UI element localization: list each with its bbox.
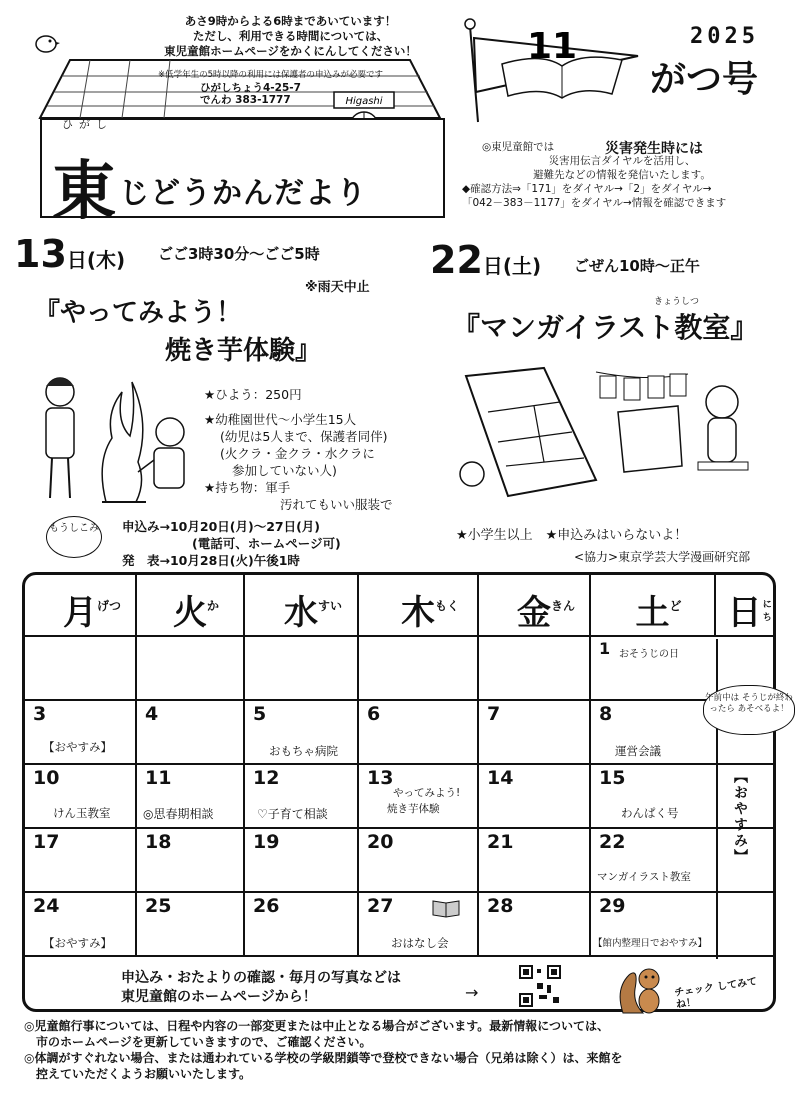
apply-badge: もうしこみ: [46, 516, 102, 558]
day-cell-22: 22 マンガイラスト教室: [597, 831, 691, 883]
day-cell-17: 17: [25, 829, 137, 891]
day-cell-29: 29 【館内整理日でおやすみ】: [593, 895, 708, 949]
sign-text: Higashi: [345, 96, 383, 107]
day-cell-26: 26: [245, 893, 359, 955]
calendar: [22, 572, 793, 1012]
sunday-closed: 【おやすみ】: [732, 769, 748, 865]
title-rest: じどうかんだより: [119, 176, 367, 211]
day-wed: 水 すい: [245, 575, 359, 635]
day-cell-1: 1 おそうじの日: [599, 639, 679, 660]
week-2: [25, 701, 773, 765]
day-cell-8: 8 運営会議: [599, 703, 661, 758]
bird-icon: [32, 30, 60, 54]
check-note: チェック してみてね！: [673, 976, 758, 1011]
issue-number: 11: [526, 26, 578, 67]
day-cell-6: 6: [359, 701, 479, 763]
event13-rain-note: ※雨天中止: [305, 280, 370, 295]
event13-title-line1: 『やってみよう！: [34, 298, 243, 328]
disaster-line2: 災害用伝言ダイヤルを活用し、: [548, 155, 696, 167]
footer-notes: ◎児童館行事については、日程や内容の一部変更または中止となる場合がございます。最新情報については、 市のホームページを更新していきますので、ご確認ください。 ◎体調がすぐれない場合、または通われている学校の学級閉鎖等で登校できない場合（兄弟は除く）は、来館を 控えていただくようお願いいたします。: [24, 1019, 623, 1081]
kids-bonfire-illustration: [26, 352, 202, 510]
book-flag-illustration: [462, 16, 640, 124]
day-cell-21: 21: [479, 829, 591, 891]
week-3: [25, 765, 773, 829]
disaster-line1: ◎東児童館では: [482, 141, 555, 153]
day-cell-11: 11 ◎思春期相談: [137, 765, 245, 827]
event22-notes: ★小学生以上 ★申込みはいらないよ！: [456, 528, 688, 543]
homepage-note: 申込み・おたよりの確認・毎月の写真などは 東児童館のホームページから！: [121, 970, 401, 1005]
event13-fee: ★ひよう：250円: [204, 387, 302, 402]
day-sun: 日 にち: [727, 593, 772, 633]
parent-note: ※低学年生の5時以降の利用には保護者の申込みが必要です: [158, 70, 384, 80]
event13-time: ごご3時30分～ごご5時: [158, 245, 320, 263]
event22-date: 22日(土): [430, 238, 542, 282]
day-cell-4: 4: [137, 701, 245, 763]
event13-bring: ★持ち物：軍手: [204, 480, 291, 495]
opening-hours: あさ9時からよる6時まであいています！ ただし、利用できる時間については、 東児童館ホームページをかくにんしてください！: [164, 14, 417, 58]
day-cell-25: 25: [137, 893, 245, 955]
calendar-header: [25, 575, 773, 637]
week-5: [25, 893, 773, 957]
arrow-icon: →: [465, 983, 479, 1002]
day-thu: 木 もく: [359, 575, 479, 635]
newsletter-title: [52, 140, 367, 232]
day-sat: 土 ど: [591, 575, 716, 635]
day-mon: 月 げつ: [25, 575, 137, 635]
event13-date: 13日(木): [14, 232, 126, 276]
day-cell-19: 19: [245, 829, 359, 891]
day-cell-18: 18: [137, 829, 245, 891]
event22-cooperation: <協力>東京学芸大学漫画研究部: [574, 550, 751, 564]
address-block: ひがしちょう4-25-7 でんわ 383-1777: [200, 82, 301, 106]
week-1: [25, 637, 773, 701]
year: 2025: [690, 24, 759, 49]
manga-illustration: [448, 362, 764, 512]
event13-details: ★ひよう：250円 ★幼稚園世代～小学生15人 (幼児は5人まで、保護者同伴) (火クラ・金クラ・水クラに 参加していない人) ★持ち物：軍手 汚れてもいい服装で: [204, 387, 393, 512]
day-cell-5: 5 おもちゃ病院: [245, 701, 359, 763]
day-cell-7: 7: [479, 701, 591, 763]
day-cell-13: 13 やってみよう! 焼き芋体験: [359, 765, 479, 827]
day-cell-20: 20: [359, 829, 479, 891]
qr-code[interactable]: [519, 965, 561, 1007]
speech-bubble: 午前中は そうじが終わったら あそべるよ！: [703, 685, 795, 735]
day-cell-10: 10 けん玉教室: [25, 765, 137, 827]
disaster-line4: ◆確認方法⇒「171」をダイヤル→「2」をダイヤル→: [462, 183, 712, 195]
event-cleaning: おそうじの日: [619, 649, 679, 660]
day-cell-24: 24 【おやすみ】: [25, 893, 137, 955]
day-cell-12: 12 ♡子育て相談: [245, 765, 359, 827]
day-fri: 金 きん: [479, 575, 591, 635]
day-cell-15: 15 わんぱく号: [599, 767, 679, 820]
week-4: [25, 829, 773, 893]
event13-apply: 申込み→10月20日(月)～27日(月) (電話可、ホームページ可) 発 表→10月28日(火)午後1時: [122, 519, 341, 568]
disaster-line3: 避難先などの情報を発信いたします。: [533, 169, 711, 181]
day-cell-14: 14: [479, 765, 591, 827]
event22-time: ごぜん10時～正午: [574, 257, 700, 275]
title-ruby: ひがし: [62, 118, 113, 131]
day-cell-28: 28: [479, 893, 591, 955]
day-cell-3: 3 【おやすみ】: [25, 701, 137, 763]
disaster-line5: 「042－383－1177」をダイヤル→情報を確認できます: [462, 197, 727, 209]
day-cell-27: 27 おはなし会: [359, 893, 479, 955]
book-icon: [431, 899, 461, 917]
title-big-char: 東: [52, 155, 117, 229]
event13-target: ★幼稚園世代～小学生15人: [204, 412, 357, 427]
disaster-title: 災害発生時には: [605, 141, 703, 157]
squirrel-icon: [615, 959, 671, 1015]
event22-ruby: きょうしつ: [654, 297, 700, 307]
event22-title: 『マンガイラスト教室』: [452, 311, 759, 344]
calendar-footer: [25, 959, 773, 1015]
day-tue: 火 か: [137, 575, 245, 635]
event13-title-line2: 焼き芋体験』: [165, 336, 322, 366]
issue-label: がつ号: [650, 59, 759, 100]
